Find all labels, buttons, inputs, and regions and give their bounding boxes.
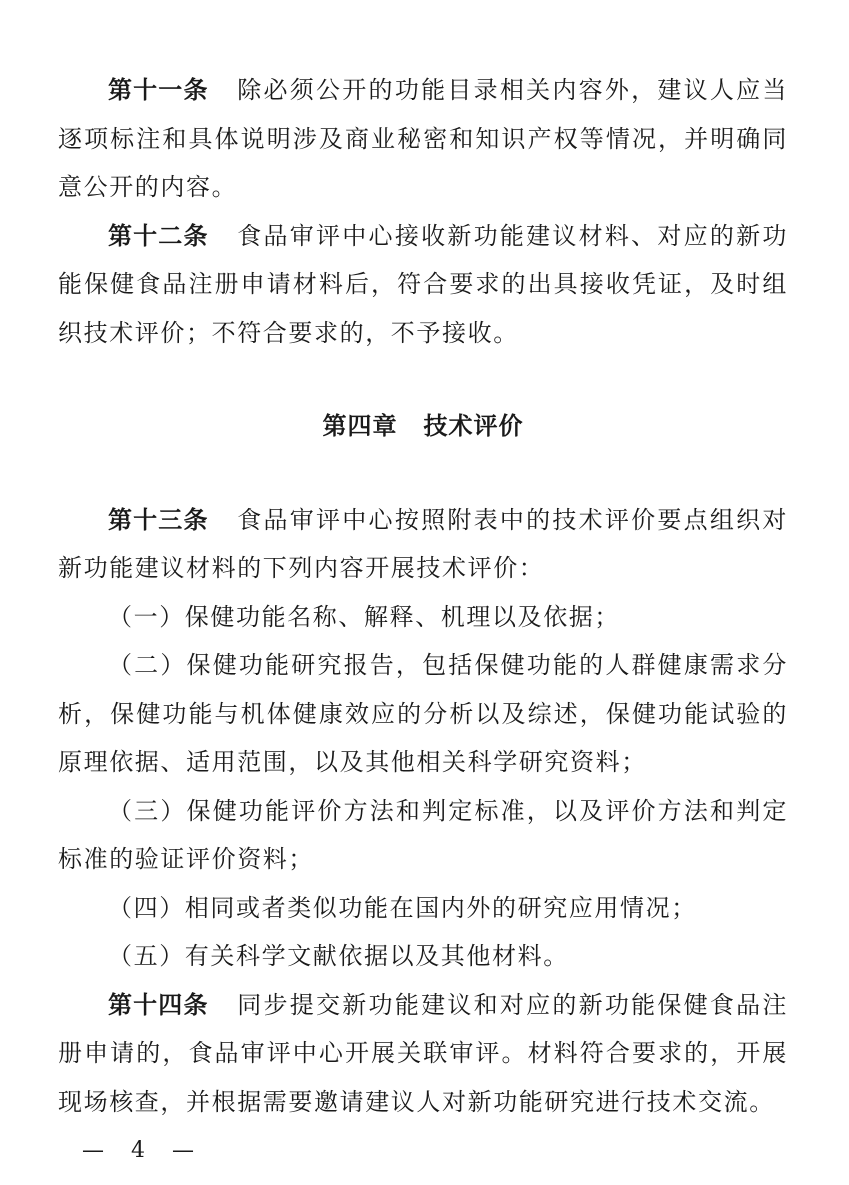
article-14 [58, 981, 788, 1127]
article-11-text: 除必须公开的功能目录相关内容外，建议人应当逐项标注和具体说明涉及商业秘密和知识产权等情况，并明确同意公开的内容。 [58, 76, 788, 201]
article-14-text: 同步提交新功能建议和对应的新功能保健食品注册申请的，食品审评中心开展关联审评。材料符合要求的，开展现场核查，并根据需要邀请建议人对新功能研究进行技术交流。 [58, 990, 788, 1116]
article-11-number: 第十一条 [108, 76, 209, 104]
article-13 [58, 496, 788, 593]
article-13-item-4: （四）相同或者类似功能在国内外的研究应用情况； [108, 893, 697, 922]
article-14-number: 第十四条 [108, 990, 209, 1019]
chapter-title: 技术评价 [423, 412, 524, 440]
document-body [58, 66, 788, 1126]
chapter-number: 第四章 [322, 412, 398, 440]
article-13-number: 第十三条 [108, 505, 209, 534]
article-12-number: 第十二条 [108, 221, 209, 250]
article-11 [58, 66, 788, 212]
article-12-text: 食品审评中心接收新功能建议材料、对应的新功能保健食品注册申请材料后，符合要求的出具接收凭证，及时组织技术评价；不符合要求的，不予接收。 [58, 221, 788, 347]
chapter-heading [58, 402, 788, 451]
article-13-item-5: （五）有关科学文献依据以及其他材料。 [108, 942, 569, 970]
article-13-text: 食品审评中心按照附表中的技术评价要点组织对新功能建议材料的下列内容开展技术评价： [58, 505, 788, 582]
article-12 [58, 212, 788, 358]
article-13-item-2: （二）保健功能研究报告，包括保健功能的人群健康需求分析，保健功能与机体健康效应的分析以及综述，保健功能试验的原理依据、适用范围，以及其他相关科学研究资料； [58, 651, 788, 776]
article-13-item-1: （一）保健功能名称、解释、机理以及依据； [108, 602, 620, 631]
page-number: — 4 — [82, 1138, 204, 1163]
article-13-item-3: （三）保健功能评价方法和判定标准，以及评价方法和判定标准的验证评价资料； [58, 796, 788, 873]
